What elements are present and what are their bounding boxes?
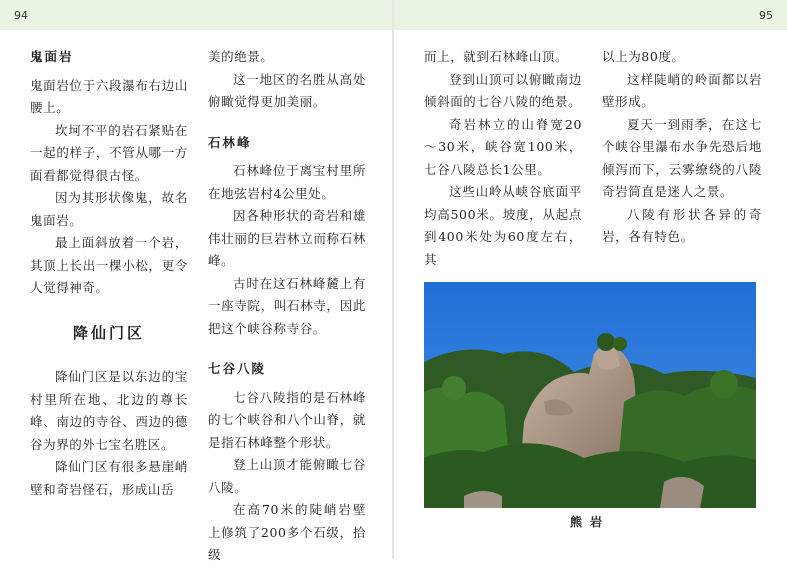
paragraph: 美的绝景。	[208, 49, 274, 64]
paragraph: 以上为80度。	[602, 49, 685, 64]
right-column-2	[602, 46, 762, 249]
paragraph: 因为其形状像鬼，故名鬼面岩。	[30, 190, 188, 228]
section-heading: 七谷八陵	[208, 361, 267, 376]
paragraph: 坎坷不平的岩石紧贴在一起的样子，不管从哪一方面看都觉得很古怪。	[30, 122, 188, 183]
section-heading: 鬼面岩	[30, 49, 74, 64]
right-column-1	[424, 46, 582, 271]
paragraph: 降仙门区是以东边的宝村里所在地、北边的尊长峰、南边的寺谷、西边的德谷为界的外七宝名胜区。	[30, 369, 188, 452]
paragraph: 登上山顶才能俯瞰七谷八陵。	[208, 457, 366, 495]
paragraph: 鬼面岩位于六段瀑布右边山腰上。	[30, 77, 188, 115]
left-column-1	[30, 40, 188, 501]
paragraph: 登到山顶可以俯瞰南边倾斜面的七谷八陵的绝景。	[424, 71, 582, 109]
paragraph: 这样陡峭的岭面都以岩壁形成。	[602, 71, 762, 109]
bear-rock-photo	[424, 282, 756, 508]
paragraph: 这些山岭从峡谷底面平均高500米。坡度，从起点到400米处为60度左右，其	[424, 184, 582, 267]
paragraph: 七谷八陵指的是石林峰的七个峡谷和八个山脊，就是指石林峰整个形状。	[208, 389, 366, 450]
section-heading: 石林峰	[208, 134, 252, 150]
right-page	[394, 0, 787, 559]
paragraph: 石林峰位于离宝村里所在地弦岩村4公里处。	[208, 163, 366, 201]
paragraph: 而上，就到石林峰山顶。	[424, 49, 569, 64]
chapter-title: 降仙门区	[72, 323, 145, 342]
left-column-2	[208, 46, 366, 567]
paragraph: 这一地区的名胜从高处俯瞰觉得更加美丽。	[208, 71, 366, 109]
page-header-band	[394, 0, 787, 30]
paragraph: 在高70米的陡峭岩壁上修筑了200多个石级，拾级	[208, 502, 366, 562]
paragraph: 最上面斜放着一个岩，其顶上长出一棵小松，更令人觉得神奇。	[30, 235, 188, 295]
left-page	[0, 0, 392, 562]
paragraph: 降仙门区有很多悬崖峭壁和奇岩怪石，形成山岳	[30, 459, 188, 497]
page-header-band	[0, 0, 392, 30]
page-number: 95	[759, 9, 773, 22]
paragraph: 因各种形状的奇岩和雄伟壮丽的巨岩林立而称石林峰。	[208, 208, 366, 268]
paragraph: 夏天一到雨季，在这七个峡谷里瀑布水争先恐后地倾泻而下，云雾缭绕的八陵奇岩简直是迷人之景。	[602, 116, 762, 199]
page-number: 94	[14, 9, 28, 22]
paragraph: 古时在这石林峰麓上有一座寺院，叫石林寺，因此把这个峡谷称寺谷。	[208, 275, 366, 336]
paragraph: 奇岩林立的山脊宽20～30米，峡谷宽100米，七谷八陵总长1公里。	[424, 116, 582, 177]
photo-caption: 熊岩	[569, 515, 610, 529]
paragraph: 八陵有形状各异的奇岩，各有特色。	[602, 206, 762, 244]
